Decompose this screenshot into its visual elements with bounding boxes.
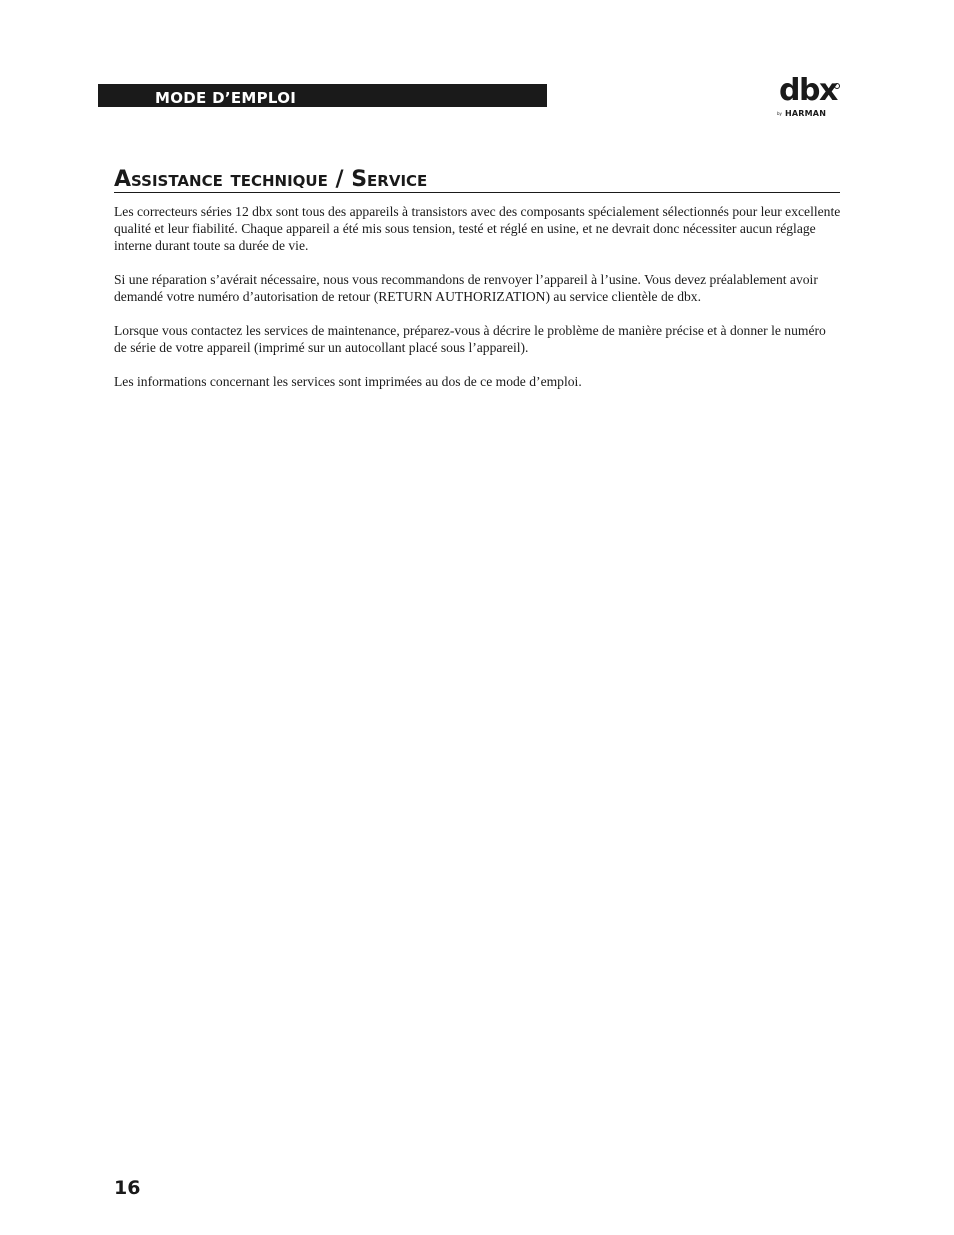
paragraph: Les informations concernant les services sont imprimées au dos de ce mode d’emploi.	[114, 374, 582, 389]
logo-company: HARMAN	[785, 109, 827, 118]
logo-by: by	[777, 111, 782, 116]
section-title: Assistance technique / Service	[114, 168, 840, 193]
header-bar	[98, 84, 547, 107]
paragraph: Si une réparation s’avérait nécessaire, nous vous recommandons de renvoyer l’appareil à l’usine. Vous devez préalablement avoir demandé votre numéro d’autorisation de retour (RETURN AUTHORIZATION) au service clientèle de dbx.	[114, 272, 818, 304]
body-text	[114, 203, 842, 407]
logo-mark: dbx	[779, 73, 837, 108]
registered-icon	[834, 83, 840, 89]
page-number: 16	[114, 1177, 141, 1199]
paragraph: Les correcteurs séries 12 dbx sont tous des appareils à transistors avec des composants spécialement sélectionnés pour leur excellente qualité et leur fiabilité. Chaque appareil a été mis sous tension, testé et réglé en usine, et ne devrait donc nécessiter aucun réglage interne durant toute sa durée de vie.	[114, 204, 841, 253]
paragraph: Lorsque vous contactez les services de maintenance, préparez-vous à décrire le problème de manière précise et à donner le numéro de série de votre appareil (imprimé sur un autocollant placé sous l’appareil).	[114, 323, 826, 355]
header-label: MODE D’EMPLOI	[155, 89, 297, 107]
brand-logo	[776, 74, 842, 120]
